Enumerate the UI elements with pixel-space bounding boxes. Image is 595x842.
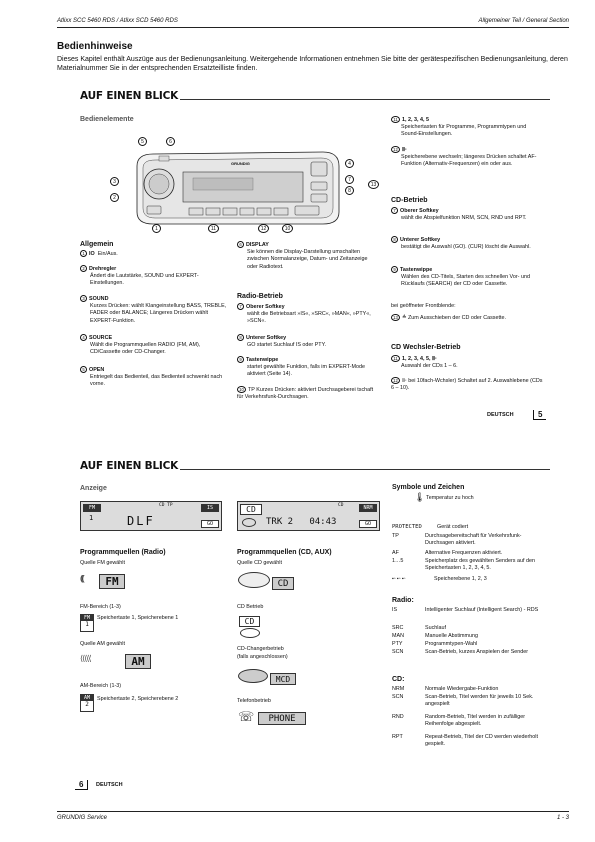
right-item-11-text: Speichertasten für Programme, Programmtypen und Sound-Einstellungen. xyxy=(401,124,527,138)
radio-item-9-num: 9 xyxy=(237,356,244,363)
radio-def-src-key: SRC xyxy=(392,625,404,631)
lcd1-preset: 1 xyxy=(89,514,94,522)
level-icons: ▪▫ ▪▫ ▪▫ xyxy=(392,576,406,582)
cd-item-9-num: 9 xyxy=(391,266,398,273)
item-1-title: IO xyxy=(89,251,95,257)
radio-item-8 xyxy=(237,334,375,349)
radio-def-is xyxy=(392,607,545,623)
page6-title-text: AUF EINEN BLICK xyxy=(80,460,179,472)
cd-item-13-text: ≙ Zum Ausschieben der CD oder Cassette. xyxy=(402,315,506,321)
radio-def-scn xyxy=(392,649,545,665)
fm-wave-icon: (((( xyxy=(80,574,83,583)
callout-10: 10 xyxy=(282,224,293,233)
cd-item-9 xyxy=(391,266,541,289)
cdw-item-12-text: ⊪ bei 10fach-Wchsler) Schaltet auf 2. Auswahlebene (CDs 6 – 10). xyxy=(391,378,543,392)
right-item-11 xyxy=(391,116,541,139)
cd-def-scn xyxy=(392,694,545,712)
item-3-text: Kurzes Drücken: wählt Klangeinstellung BASS, TREBLE, FADER oder BALANCE; Längeres Drücken wählt EXPERT-Funktion. xyxy=(90,303,227,324)
cd-item-9-title: Tastenwippe xyxy=(400,267,433,273)
radio-item-10 xyxy=(237,386,377,401)
page6-number: 6 xyxy=(75,780,88,790)
front-open-note: bei geöffneter Frontblende: xyxy=(391,303,456,309)
lcd2-mode-chip: NRM xyxy=(359,504,377,512)
device-brand: GRUNDIG xyxy=(231,161,250,166)
item-2-title: Drehregler xyxy=(89,266,117,272)
am-wave-icon: ⟨⟨⟨⟨⟨ xyxy=(80,654,91,663)
item-6-num: 6 xyxy=(237,241,244,248)
item-2 xyxy=(80,265,228,288)
item-2-num: 2 xyxy=(80,265,87,272)
item-5-num: 5 xyxy=(80,366,87,373)
cd-chip: CD xyxy=(272,577,294,590)
page5-title xyxy=(80,90,550,102)
cd-def-nrm-key: NRM xyxy=(392,686,405,692)
cd-def-nrm xyxy=(392,686,545,694)
radio-item-9-title: Tastenwippe xyxy=(246,357,279,363)
allgemein-heading: Allgemein xyxy=(80,241,114,248)
callout-12: 12 xyxy=(258,224,269,233)
cdw-item-12-num: 12 xyxy=(391,377,400,384)
header-rule xyxy=(57,27,569,28)
fm-selected-label: Quelle FM gewählt xyxy=(80,560,125,566)
cd-wechsler-heading: CD Wechsler-Betrieb xyxy=(391,344,461,351)
item-2-text: Ändert die Lautstärke, SOUND und EXPERT-Einstellungen. xyxy=(90,273,199,287)
radio-def-man-key: MAN xyxy=(392,633,404,639)
callout-6: 6 xyxy=(166,137,175,146)
disc-icon xyxy=(242,518,256,527)
footer-rule xyxy=(57,811,569,812)
radio-def-man xyxy=(392,633,545,641)
radio-item-10-num: 10 xyxy=(237,386,246,393)
callout-7: 7 xyxy=(345,175,354,184)
sym-def-presets-value: Speicherplatz des gewählten Senders auf den Speichertasten 1, 2, 3, 4, 5. xyxy=(425,558,535,571)
radio-def-src xyxy=(392,625,545,633)
sym-def-tp-key: TP xyxy=(392,533,399,539)
am-memory-chip-band: AM xyxy=(81,695,93,701)
cdw-item-11-text: Auswahl der CDs 1 – 6. xyxy=(401,363,458,370)
am-memory-chip-num: 2 xyxy=(85,701,89,708)
callout-11: 11 xyxy=(208,224,219,233)
radio-item-8-title: Unterer Softkey xyxy=(246,335,287,341)
callout-2: 2 xyxy=(110,193,119,202)
cd-item-8-num: 8 xyxy=(391,236,398,243)
cd-item-13-num: 13 xyxy=(391,314,400,321)
callout-3: 3 xyxy=(110,177,119,186)
cdw-item-11-title: 1, 2, 3, 4, 5, ⊪ xyxy=(402,356,437,362)
sym-def-af xyxy=(392,550,545,558)
cd-def-rnd xyxy=(392,714,545,732)
item-4-num: 4 xyxy=(80,334,87,341)
radio-item-7-text: wählt die Betriebsart »IS«, »SRC«, »MAN«, »PTY«, »SCN«. xyxy=(247,311,371,325)
cd-item-7-text: wählt die Abspielfunktion NRM, SCN, RND und RPT. xyxy=(401,215,527,222)
item-1 xyxy=(80,250,225,258)
cd-item-8 xyxy=(391,236,541,251)
lcd2-go-chip: GO xyxy=(359,520,377,528)
device-illustration xyxy=(133,148,343,230)
symbole-heading: Symbole und Zeichen xyxy=(392,484,465,491)
item-4-title: SOURCE xyxy=(89,335,113,341)
lcd1-flags: CD TP xyxy=(159,503,173,508)
radio-betrieb-heading: Radio-Betrieb xyxy=(237,293,283,300)
sym-def-presets xyxy=(392,558,545,574)
item-1-num: 1 xyxy=(80,250,87,257)
lcd1-mode-chip: IS xyxy=(201,504,219,512)
radio-def-pty xyxy=(392,641,545,649)
right-item-11-title: 1, 2, 3, 4, 5 xyxy=(402,117,429,123)
cdw-item-11 xyxy=(391,355,541,370)
right-item-11-num: 11 xyxy=(391,116,400,123)
callout-5: 5 xyxy=(138,137,147,146)
intro-title: Bedienhinweise xyxy=(57,41,133,52)
sym-def-levels-value: Speicherebene 1, 2, 3 xyxy=(434,576,487,582)
radio-item-8-text: GO startet Suchlauf IS oder PTY. xyxy=(247,342,327,349)
radio-item-9 xyxy=(237,356,377,379)
protected-chip: PROTECTED xyxy=(392,524,422,530)
cd-def-rnd-key: RND xyxy=(392,714,404,720)
item-5-text: Entriegelt das Bedienteil, das Bedienteil schwenkt nach vorne. xyxy=(90,374,223,388)
radio-def-is-value: Intelligenter Suchlauf (Intelligent Search) - RDS xyxy=(425,607,539,613)
radio-item-8-num: 8 xyxy=(237,334,244,341)
cd-def-rpt-value: Repeat-Betrieb, Titel der CD werden wiederholt gespielt. xyxy=(425,734,538,747)
fm-range-label: FM-Bereich (1-3) xyxy=(80,604,121,610)
item-4 xyxy=(80,334,228,357)
right-item-12-text: Speicherebene wechseln; längeres Drücken schaltet AF-Funktion (Alternativ-Frequenzen) ein oder aus. xyxy=(401,154,537,168)
lcd1-go-chip: GO xyxy=(201,520,219,528)
item-3 xyxy=(80,295,228,325)
page5-lang: DEUTSCH xyxy=(487,412,514,418)
am-memory-label: Speichertaste 2, Speicherebene 2 xyxy=(97,696,179,702)
cd-item-13 xyxy=(391,314,541,322)
changer-disc-icon xyxy=(238,669,268,683)
item-3-num: 3 xyxy=(80,295,87,302)
sym-def-tp-value: Durchsagebereitschaft für Verkehrsfunk-Durchsagen aktiviert. xyxy=(425,533,522,546)
sym-def-tp xyxy=(392,533,545,549)
phone-icon: ☏ xyxy=(238,709,255,724)
cd-item-9-text: Wählen des CD-Titels, Starten des schnellen Vor- und Rücklaufs (SEARCH) der CD oder Cassette. xyxy=(401,274,530,288)
fm-memory-chip-num: 1 xyxy=(85,621,89,628)
cd-item-7-num: 7 xyxy=(391,207,398,214)
lcd2-flag: CD xyxy=(338,503,344,508)
page5-number: 5 xyxy=(533,410,546,420)
fm-chip: FM xyxy=(99,574,125,589)
item-5 xyxy=(80,366,228,389)
cdw-item-12 xyxy=(391,377,546,392)
lcd1-band-chip: FM xyxy=(83,504,101,512)
am-chip: AM xyxy=(125,654,151,669)
footer-left: GRUNDIG Service xyxy=(57,815,108,821)
radio-def-scn-value: Scan-Betrieb, kurzes Anspielen der Sender xyxy=(425,649,529,655)
radio-def-pty-value: Programmtypen-Wahl xyxy=(425,641,478,647)
cd-item-8-title: Unterer Softkey xyxy=(400,237,441,243)
radio-def-man-value: Manuelle Abstimmung xyxy=(425,633,479,639)
fm-memory-chip-band: FM xyxy=(81,615,93,621)
lcd-cd-display xyxy=(237,501,380,531)
radio-def-src-value: Suchlauf xyxy=(425,625,446,631)
cd-def-scn-value: Scan-Betrieb, Titel werden für jeweils 10 Sek. angespielt xyxy=(425,694,534,707)
radio-def-scn-key: SCN xyxy=(392,649,404,655)
radio-item-7 xyxy=(237,303,375,326)
item-1-text: Ein/Aus. xyxy=(97,251,118,257)
radio-defs-heading: Radio: xyxy=(392,597,414,604)
radio-def-is-key: IS xyxy=(392,607,398,613)
callout-1: 1 xyxy=(152,224,161,233)
fm-memory-label: Speichertaste 1, Speicherebene 1 xyxy=(97,615,179,621)
cd-item-8-text: bestätigt die Auswahl (GO). (CUR) löscht die Auswahl. xyxy=(401,244,531,251)
item-5-title: OPEN xyxy=(89,367,105,373)
page6-lang: DEUTSCH xyxy=(96,782,123,788)
cd-selected-label: Quelle CD gewählt xyxy=(237,560,282,566)
sym-def-presets-key: 1…5 xyxy=(392,558,404,564)
item-3-title: SOUND xyxy=(89,296,109,302)
cdc-op-label: CD-Changerbetrieb xyxy=(237,646,284,652)
cd-def-nrm-value: Normale Wiedergabe-Funktion xyxy=(425,686,499,692)
am-selected-label: Quelle AM gewählt xyxy=(80,641,125,647)
page6-title xyxy=(80,460,550,472)
cd-item-7-title: Oberer Softkey xyxy=(400,208,439,214)
bedienelemente-heading: Bedienelemente xyxy=(80,116,134,123)
item-6-text: Sie können die Display-Darstellung umschalten zwischen Normalanzeige, Datum- und Zeitanzeige oder Radiotext. xyxy=(247,249,368,270)
callout-8: 8 xyxy=(345,186,354,195)
cd-op-disc-icon xyxy=(240,628,260,638)
right-item-12 xyxy=(391,146,541,169)
pq-cd-heading: Programmquellen (CD, AUX) xyxy=(237,549,332,556)
cd-def-rnd-value: Random-Betrieb, Titel werden in zufälliger Reihenfolge abgespielt. xyxy=(425,714,526,727)
cd-op-chip: CD xyxy=(239,616,260,627)
sym-def-af-key: AF xyxy=(392,550,399,556)
radio-item-10-text: TP Kurzes Drücken: aktiviert Durchsageberei tschaft für Verkehrsfunk-Durchsagen. xyxy=(237,387,374,401)
cd-disc-icon xyxy=(238,572,270,588)
lcd-radio-display xyxy=(80,501,222,531)
right-item-12-title: ⊪ xyxy=(402,147,407,153)
callout-13: 13 xyxy=(368,180,379,189)
am-range-label: AM-Bereich (1-3) xyxy=(80,683,122,689)
cd-op-label: CD Betrieb xyxy=(237,604,264,610)
pq-radio-heading: Programmquellen (Radio) xyxy=(80,549,166,556)
item-4-text: Wählt die Programmquellen RADIO (FM, AM), CD/Cassette oder CD-Changer. xyxy=(90,342,201,356)
am-memory-chip xyxy=(80,694,94,712)
header-left: Atlixx SCC 5460 RDS / Atlixx SCD 5460 RDS xyxy=(57,18,178,24)
radio-def-pty-key: PTY xyxy=(392,641,403,647)
page5-title-text: AUF EINEN BLICK xyxy=(80,90,179,102)
phone-label: Telefonbetrieb xyxy=(237,698,271,704)
cd-def-rpt xyxy=(392,734,545,752)
header-right: Allgemeiner Teil / General Section xyxy=(478,18,569,24)
anzeige-heading: Anzeige xyxy=(80,485,107,492)
callout-4: 4 xyxy=(345,159,354,168)
cdc-op-label2: (falls angeschlossen) xyxy=(237,654,288,660)
radio-item-7-num: 7 xyxy=(237,303,244,310)
footer-right: 1 - 3 xyxy=(556,815,569,821)
lcd2-source-chip: CD xyxy=(240,504,262,515)
radio-item-9-text: startet gewählte Funktion, falls im EXPERT-Mode aktiviert (Seite 14). xyxy=(247,364,365,378)
item-6-title: DISPLAY xyxy=(246,242,269,248)
sym-def-af-value: Alternative Frequenzen aktiviert. xyxy=(425,550,503,556)
protected-text: Gerät codiert xyxy=(437,524,469,530)
temp-label: Temperatur zu hoch xyxy=(426,495,474,501)
cd-defs-heading: CD: xyxy=(392,676,405,683)
cd-item-7 xyxy=(391,207,541,222)
radio-item-7-title: Oberer Softkey xyxy=(246,304,285,310)
cd-def-scn-key: SCN xyxy=(392,694,404,700)
phone-chip: PHONE xyxy=(258,712,306,725)
sym-def-levels xyxy=(392,576,545,584)
cd-def-rpt-key: RPT xyxy=(392,734,403,740)
lcd1-station: DLF xyxy=(127,514,155,528)
cdw-item-11-num: 11 xyxy=(391,355,400,362)
thermometer-icon: 🌡 xyxy=(414,492,426,502)
lcd2-track-time: TRK 2 04:43 xyxy=(266,517,337,527)
cd-betrieb-heading: CD-Betrieb xyxy=(391,197,428,204)
item-6 xyxy=(237,241,372,271)
intro-text: Dieses Kapitel enthält Auszüge aus der Bedienungsanleitung. Weitergehende Informationen entnehmen Sie bitte der gerätespezifischen Bedienungsanleitung, deren Materialnummer Sie in der entsprechenden Ersatzteilliste finden. xyxy=(57,56,568,72)
right-item-12-num: 12 xyxy=(391,146,400,153)
fm-memory-chip xyxy=(80,614,94,632)
mcd-chip: MCD xyxy=(270,673,296,685)
